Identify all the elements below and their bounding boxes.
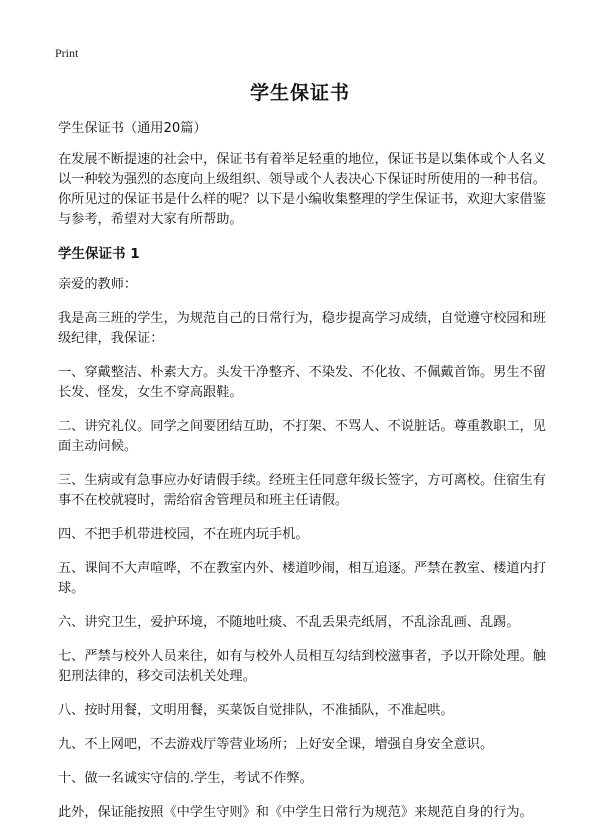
pledge-item: 四、不把手机带进校园，不在班内玩手机。 (58, 527, 309, 542)
pledge-item: 三、生病或有急事应办好请假手续。经班主任同意年级长签字，方可离校。住宿生有事不在校就寝时，需给宿舍管理员和班主任请假。 (58, 473, 546, 508)
pledge-item: 十、做一名诚实守信的.学生，考试不作弊。 (58, 771, 313, 786)
intro-paragraph: 在发展不断提速的社会中，保证书有着举足轻重的地位，保证书是以集体或个人名义以一种较为强烈的态度向上级组织、领导或个人表决心下保证时所使用的一种书信。你所见过的保证书是什么样的呢？以下是小编收集整理的学生保证书，欢迎大家借鉴与参考，希望对大家有所帮助。 (58, 152, 546, 227)
pledge-item: 七、严禁与校外人员来往，如有与校外人员相互勾结到校滋事者，予以开除处理。触犯刑法律的，移交司法机关处理。 (58, 649, 546, 684)
pledge-item: 六、讲究卫生，爱护环境，不随地吐痰、不乱丢果壳纸屑，不乱涂乱画、乱踢。 (58, 615, 520, 630)
closing-paragraph: 此外，保证能按照《中学生守则》和《中学生日常行为规范》来规范自身的行为。 (58, 805, 533, 820)
document-body (58, 119, 552, 837)
pledge-item: 五、课间不大声喧哗，不在教室内外、楼道吵闹，相互追逐。严禁在教室、楼道内打球。 (58, 561, 546, 596)
pledge-item: 九、不上网吧，不去游戏厅等营业场所；上好安全课，增强自身安全意识。 (58, 737, 494, 752)
print-link[interactable]: Print (55, 46, 79, 60)
pledge-item: 一、穿戴整洁、朴素大方。头发干净整齐、不染发、不化妆、不佩戴首饰。男生不留长发、怪发，女生不穿高跟鞋。 (58, 365, 546, 400)
pledge-item: 二、讲究礼仪。同学之间要团结互助，不打架、不骂人、不说脏话。尊重教职工，见面主动问候。 (58, 419, 546, 454)
greeting-paragraph: 亲爱的教师： (58, 277, 138, 292)
document-subtitle: 学生保证书（通用20篇） (58, 121, 207, 136)
document-title: 学生保证书 (249, 82, 350, 104)
section-heading: 学生保证书 1 (58, 246, 140, 262)
opening-paragraph: 我是高三班的学生，为规范自己的日常行为，稳步提高学习成绩，自觉遵守校园和班级纪律，我保证： (58, 311, 546, 346)
pledge-item: 八、按时用餐，文明用餐，买菜饭自觉排队，不准插队，不准起哄。 (58, 703, 454, 718)
